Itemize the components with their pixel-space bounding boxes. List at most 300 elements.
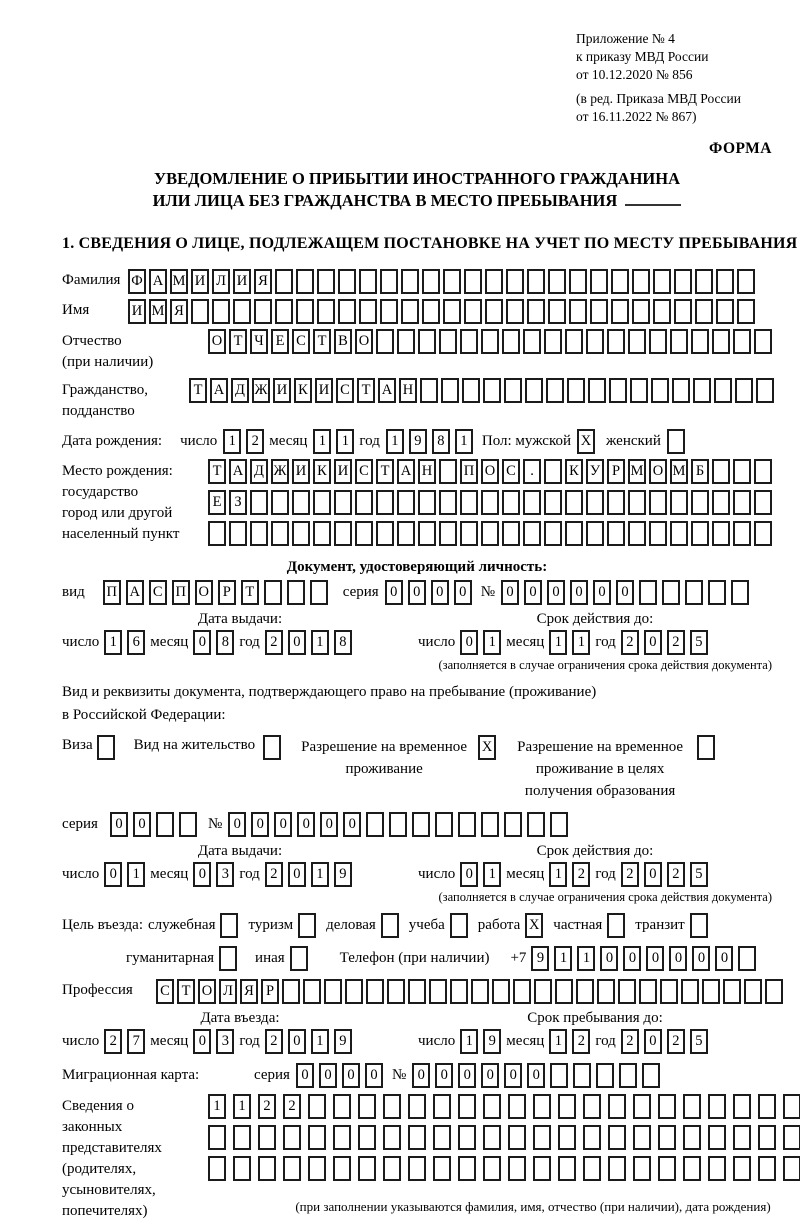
form-cell	[439, 459, 457, 484]
form-cell	[408, 979, 426, 1004]
form-cell: Ч	[250, 329, 268, 354]
migration-number-cells	[412, 1063, 665, 1088]
form-cell: 0	[288, 862, 306, 887]
form-cell	[550, 1063, 568, 1088]
form-cell	[502, 329, 520, 354]
form-cell: 0	[623, 946, 641, 971]
patronymic-label-line1: Отчество	[62, 332, 122, 349]
form-cell: 1	[455, 429, 473, 454]
month-label: месяц	[150, 866, 189, 883]
form-cell: О	[198, 979, 216, 1004]
option-visa-checkbox	[97, 735, 118, 760]
form-cell	[716, 299, 734, 324]
form-cell: С	[292, 329, 310, 354]
form-cell	[508, 1156, 526, 1181]
form-cell	[397, 521, 415, 546]
iddoc-series-cells	[385, 580, 477, 605]
form-cell	[611, 269, 629, 294]
option-temporary-residence-checkbox	[478, 735, 499, 760]
form-cell	[310, 580, 328, 605]
form-cell: 0	[274, 812, 292, 837]
form-cell	[408, 1156, 426, 1181]
form-cell	[263, 735, 281, 760]
form-cell	[290, 946, 308, 971]
surname-cells	[128, 269, 758, 294]
form-cell	[376, 490, 394, 515]
form-cell	[733, 459, 751, 484]
form-cell: А	[229, 459, 247, 484]
form-cell	[765, 979, 783, 1004]
form-cell	[651, 378, 669, 403]
form-cell	[481, 490, 499, 515]
purpose-work-checkbox	[525, 913, 546, 938]
form-cell	[708, 580, 726, 605]
form-cell	[555, 979, 573, 1004]
form-cell	[464, 269, 482, 294]
purpose-other-label: иная	[255, 950, 285, 967]
form-cell: А	[397, 459, 415, 484]
form-cell	[508, 1094, 526, 1119]
form-cell	[733, 490, 751, 515]
form-cell: 2	[667, 1029, 685, 1054]
option-residence-permit-label: Вид на жительство	[133, 737, 256, 754]
form-cell: М	[628, 459, 646, 484]
form-cell	[737, 269, 755, 294]
form-cell: С	[355, 459, 373, 484]
form-cell: А	[126, 580, 144, 605]
citizenship-label	[62, 378, 189, 422]
permit-issue-month	[193, 862, 239, 887]
form-cell	[733, 1156, 751, 1181]
representatives-label-line: Сведения о	[62, 1098, 134, 1115]
form-cell	[618, 979, 636, 1004]
form-cell: 0	[481, 1063, 499, 1088]
form-cell	[708, 1125, 726, 1150]
form-cell: И	[191, 269, 209, 294]
form-cell: Р	[607, 459, 625, 484]
form-cell	[588, 378, 606, 403]
stay-until-heading: Срок пребывания до:	[527, 1010, 663, 1027]
birthplace-label-line: город или другой	[62, 504, 173, 521]
form-cell	[283, 1156, 301, 1181]
permit-date-headings	[62, 843, 772, 860]
form-cell: О	[649, 459, 667, 484]
form-cell: 1	[311, 1029, 329, 1054]
permit-expiry-note: (заполняется в случае ограничения срока действия документа)	[438, 890, 772, 905]
form-cell	[576, 979, 594, 1004]
form-cell: 3	[216, 862, 234, 887]
form-cell	[628, 329, 646, 354]
form-cell: 0	[320, 812, 338, 837]
form-cell	[670, 490, 688, 515]
day-label: число	[62, 866, 100, 883]
form-cell	[383, 1094, 401, 1119]
form-cell	[565, 490, 583, 515]
iddoc-kind-cells	[103, 580, 333, 605]
form-cell	[450, 913, 468, 938]
form-cell	[345, 979, 363, 1004]
representatives-cell-rows	[208, 1094, 800, 1215]
day-label: число	[418, 866, 456, 883]
form-cell: 0	[669, 946, 687, 971]
form-cell	[383, 1125, 401, 1150]
month-label: месяц	[150, 633, 189, 650]
form-cell	[250, 521, 268, 546]
form-cell	[429, 979, 447, 1004]
form-cell: 0	[460, 630, 478, 655]
purpose-tourism-checkbox	[298, 913, 319, 938]
form-cell	[683, 1156, 701, 1181]
purpose-business-label: деловая	[326, 917, 376, 934]
birthplace-label-line: государство	[62, 483, 139, 500]
form-cell	[408, 1094, 426, 1119]
iddoc-kind-label: вид	[62, 583, 85, 600]
form-cell: Д	[250, 459, 268, 484]
option-temporary-residence-education-label: Разрешение на временное проживание в целях получения образования	[517, 739, 684, 799]
form-cell	[569, 299, 587, 324]
stay-day	[460, 1029, 506, 1054]
form-cell	[607, 913, 625, 938]
form-cell	[504, 812, 522, 837]
form-cell: 1	[460, 1029, 478, 1054]
form-cell	[439, 329, 457, 354]
form-cell	[483, 1125, 501, 1150]
form-cell	[483, 1094, 501, 1119]
migration-number-label: №	[391, 1067, 407, 1084]
form-cell: Я	[240, 979, 258, 1004]
form-cell: 0	[524, 580, 542, 605]
form-cell: П	[172, 580, 190, 605]
form-cell	[483, 1156, 501, 1181]
form-cell	[208, 1156, 226, 1181]
day-label: число	[180, 432, 218, 449]
appendix-line: от 10.12.2020 № 856	[576, 67, 693, 83]
form-cell	[691, 521, 709, 546]
form-cell	[527, 269, 545, 294]
form-cell: Л	[219, 979, 237, 1004]
birthplace-row	[62, 459, 772, 552]
iddoc-expiry-note: (заполняется в случае ограничения срока действия документа)	[438, 657, 772, 672]
option-visa	[62, 733, 118, 760]
iddoc-issue-month	[193, 630, 239, 655]
form-cell	[481, 812, 499, 837]
form-cell	[485, 269, 503, 294]
form-cell	[731, 580, 749, 605]
form-cell	[590, 269, 608, 294]
entry-date-heading: Дата въезда:	[200, 1010, 280, 1027]
form-cell: П	[103, 580, 121, 605]
form-cell	[506, 299, 524, 324]
form-cell	[633, 1156, 651, 1181]
form-cell	[313, 490, 331, 515]
form-cell	[733, 1125, 751, 1150]
form-cell: Ф	[128, 269, 146, 294]
form-cell	[653, 299, 671, 324]
form-cell	[558, 1094, 576, 1119]
form-cell	[723, 979, 741, 1004]
form-cell	[544, 490, 562, 515]
permit-expiry-month	[549, 862, 595, 887]
appendix-header	[576, 30, 772, 126]
patronymic-label	[62, 329, 208, 373]
purpose-study-label: учеба	[408, 917, 445, 934]
representatives-label	[62, 1094, 208, 1222]
form-cell: 1	[549, 1029, 567, 1054]
form-cell	[275, 299, 293, 324]
form-cell	[460, 521, 478, 546]
permit-series-label: серия	[62, 816, 98, 833]
form-cell: 0	[644, 862, 662, 887]
option-temporary-residence-education	[511, 733, 718, 802]
form-cell	[376, 521, 394, 546]
form-cell	[317, 299, 335, 324]
revision-line: (в ред. Приказа МВД России	[576, 90, 741, 106]
form-cell: 9	[483, 1029, 501, 1054]
form-cell: Т	[189, 378, 207, 403]
form-cell: У	[586, 459, 604, 484]
form-cell	[355, 490, 373, 515]
iddoc-issue-day	[104, 630, 150, 655]
residency-options-row	[62, 733, 772, 802]
form-cell: 1	[549, 862, 567, 887]
form-cell: 1	[104, 630, 122, 655]
purpose-study-checkbox	[450, 913, 471, 938]
form-cell: Ж	[271, 459, 289, 484]
form-cell	[308, 1094, 326, 1119]
form-cell: 1	[554, 946, 572, 971]
form-cell	[590, 299, 608, 324]
option-residence-permit-checkbox	[263, 735, 284, 760]
form-cell	[619, 1063, 637, 1088]
form-cell	[333, 1094, 351, 1119]
form-cell	[258, 1156, 276, 1181]
form-cell: 8	[432, 429, 450, 454]
form-cell	[565, 329, 583, 354]
birthdate-label: Дата рождения:	[62, 432, 163, 449]
form-cell	[544, 459, 562, 484]
form-cell: И	[315, 378, 333, 403]
iddoc-number-cells	[501, 580, 754, 605]
form-cell	[586, 329, 604, 354]
form-cell: 5	[690, 630, 708, 655]
phone-cells	[531, 946, 761, 971]
form-cell	[628, 521, 646, 546]
form-cell	[212, 299, 230, 324]
option-temporary-residence-education-checkbox	[697, 735, 718, 760]
form-cell	[313, 521, 331, 546]
iddoc-dates-row	[62, 630, 772, 655]
form-cell: 2	[258, 1094, 276, 1119]
form-cell	[608, 1094, 626, 1119]
form-cell: 0	[616, 580, 634, 605]
form-cell: 8	[334, 630, 352, 655]
residency-intro-line1: Вид и реквизиты документа, подтверждающего право на пребывание (проживание)	[62, 683, 597, 700]
form-cell	[586, 521, 604, 546]
form-cell: 0	[133, 812, 151, 837]
form-cell	[550, 812, 568, 837]
residency-intro	[62, 681, 772, 728]
month-label: месяц	[269, 432, 308, 449]
form-cell: Ж	[252, 378, 270, 403]
form-cell: 0	[692, 946, 710, 971]
purpose-private-label: частная	[553, 917, 603, 934]
form-cell	[712, 490, 730, 515]
form-cell: 3	[216, 1029, 234, 1054]
form-cell: Т	[208, 459, 226, 484]
form-cell	[422, 299, 440, 324]
form-cell: Я	[170, 299, 188, 324]
purpose-transit-checkbox	[690, 913, 711, 938]
form-cell	[358, 1094, 376, 1119]
form-cell	[548, 269, 566, 294]
representatives-cells-row2	[208, 1125, 800, 1150]
form-cell	[639, 979, 657, 1004]
representatives-cells-row1	[208, 1094, 800, 1119]
form-cell: П	[460, 459, 478, 484]
entry-day	[104, 1029, 150, 1054]
form-cell	[258, 1125, 276, 1150]
iddoc-issue-date	[62, 630, 418, 655]
representatives-label-line: законных	[62, 1119, 123, 1136]
form-cell: 1	[208, 1094, 226, 1119]
entry-dates-row	[62, 1029, 772, 1054]
form-cell	[674, 269, 692, 294]
form-cell	[544, 329, 562, 354]
purpose-label: Цель въезда:	[62, 917, 143, 934]
birthplace-cells-row2	[208, 490, 775, 515]
year-label: год	[595, 633, 616, 650]
form-cell: 0	[454, 580, 472, 605]
form-cell	[380, 269, 398, 294]
form-cell	[334, 521, 352, 546]
form-cell	[358, 1125, 376, 1150]
form-cell	[502, 521, 520, 546]
form-cell: Т	[376, 459, 394, 484]
form-cell	[408, 1125, 426, 1150]
form-cell	[783, 1125, 800, 1150]
form-cell	[658, 1125, 676, 1150]
form-cell	[783, 1094, 800, 1119]
iddoc-expiry-date	[418, 630, 713, 655]
form-cell	[596, 1063, 614, 1088]
form-cell: О	[481, 459, 499, 484]
form-cell	[737, 299, 755, 324]
month-label: месяц	[506, 633, 545, 650]
form-cell	[544, 521, 562, 546]
form-cell: 0	[458, 1063, 476, 1088]
form-cell: 0	[431, 580, 449, 605]
form-cell	[443, 269, 461, 294]
form-cell	[672, 378, 690, 403]
permit-number-cells	[228, 812, 573, 837]
form-cell: 0	[715, 946, 733, 971]
citizenship-label-line1: Гражданство,	[62, 381, 149, 398]
year-label: год	[239, 633, 260, 650]
form-cell	[733, 329, 751, 354]
form-cell	[471, 979, 489, 1004]
form-cell: 0	[110, 812, 128, 837]
iddoc-heading: Документ, удостоверяющий личность:	[286, 558, 548, 575]
form-cell: 5	[690, 862, 708, 887]
form-cell	[670, 329, 688, 354]
form-cell: 1	[311, 862, 329, 887]
permit-dates-row	[62, 862, 772, 887]
form-cell: Н	[418, 459, 436, 484]
form-cell: С	[149, 580, 167, 605]
purpose-transit-label: транзит	[635, 917, 685, 934]
form-cell: 0	[228, 812, 246, 837]
form-label: ФОРМА	[708, 140, 772, 158]
form-cell	[303, 979, 321, 1004]
form-cell	[533, 1156, 551, 1181]
form-cell	[275, 269, 293, 294]
form-cell: 1	[311, 630, 329, 655]
form-cell	[296, 299, 314, 324]
iddoc-date-headings	[62, 611, 772, 628]
iddoc-kind-row	[62, 580, 772, 605]
form-cell	[502, 490, 520, 515]
form-cell	[481, 521, 499, 546]
form-cell	[359, 299, 377, 324]
form-cell	[420, 378, 438, 403]
form-cell	[630, 378, 648, 403]
form-cell: 0	[342, 1063, 360, 1088]
form-cell	[418, 521, 436, 546]
form-cell	[97, 735, 115, 760]
form-cell: 1	[572, 630, 590, 655]
form-cell: X	[577, 429, 595, 454]
form-cell: 0	[288, 1029, 306, 1054]
form-cell	[695, 269, 713, 294]
month-label: месяц	[150, 1033, 189, 1050]
representatives-cells-row3	[208, 1156, 800, 1181]
form-cell: 1	[223, 429, 241, 454]
form-cell	[558, 1156, 576, 1181]
form-cell: 0	[547, 580, 565, 605]
form-cell	[649, 521, 667, 546]
form-cell	[422, 269, 440, 294]
form-cell: 6	[127, 630, 145, 655]
form-cell	[506, 269, 524, 294]
option-temporary-residence	[298, 733, 499, 781]
iddoc-expiry-month	[549, 630, 595, 655]
purpose-private-checkbox	[607, 913, 628, 938]
form-cell	[283, 1125, 301, 1150]
purpose-business-checkbox	[381, 913, 402, 938]
day-label: число	[62, 633, 100, 650]
form-cell	[567, 378, 585, 403]
iddoc-expiry-year	[621, 630, 713, 655]
form-cell: 0	[251, 812, 269, 837]
permit-expiry-day	[460, 862, 506, 887]
purpose-row1	[62, 913, 772, 938]
purpose-official-label: служебная	[147, 917, 216, 934]
year-label: год	[359, 432, 380, 449]
form-cell: 2	[621, 862, 639, 887]
birthplace-cells-row1	[208, 459, 775, 484]
birthplace-cell-rows	[208, 459, 775, 552]
form-cell: 2	[265, 1029, 283, 1054]
patronymic-label-line2: (при наличии)	[62, 353, 154, 370]
form-cell	[597, 979, 615, 1004]
form-cell	[714, 378, 732, 403]
permit-issue-year	[265, 862, 357, 887]
permit-issue-date	[62, 862, 418, 887]
iddoc-issue-heading: Дата выдачи:	[197, 610, 283, 627]
form-cell: 5	[690, 1029, 708, 1054]
form-cell	[229, 521, 247, 546]
form-cell: В	[334, 329, 352, 354]
